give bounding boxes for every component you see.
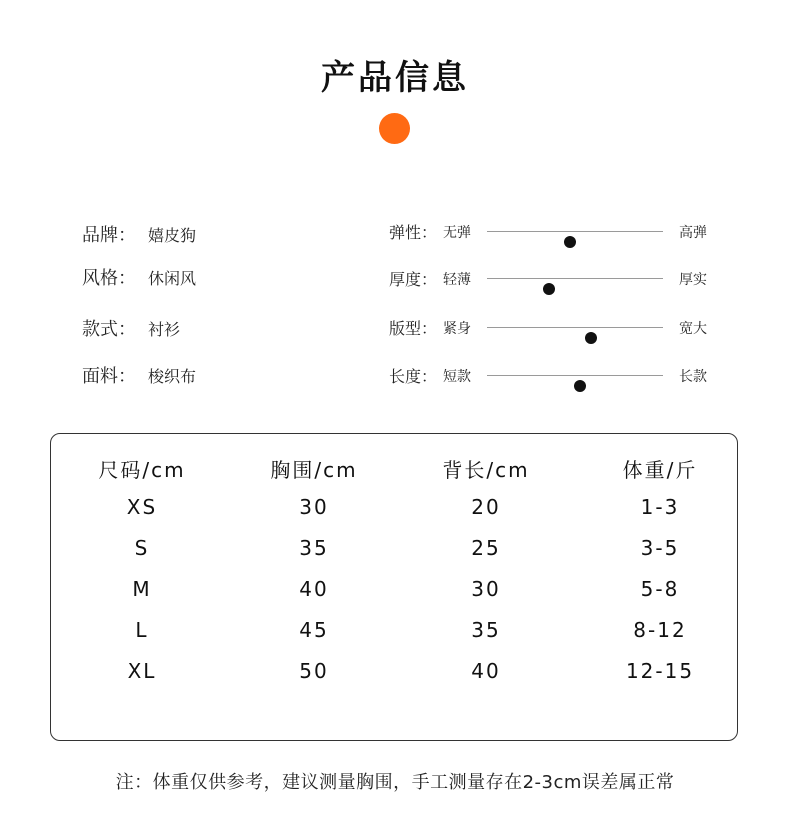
- table-row: [51, 495, 737, 525]
- table-cell: 8-12: [633, 618, 687, 642]
- scale-fit-low: 紧身: [443, 321, 471, 337]
- table-row: [51, 659, 737, 689]
- table-cell: L: [135, 618, 149, 642]
- scale-elasticity-label: 弹性：: [389, 223, 438, 242]
- scale-thickness-high: 厚实: [679, 272, 707, 288]
- scale-length-high: 长款: [679, 369, 707, 385]
- table-cell: 12-15: [625, 659, 695, 683]
- page-title: 产品信息: [321, 58, 469, 98]
- measurement-note: 注：体重仅供参考，建议测量胸围，手工测量存在2-3cm误差属正常: [115, 772, 675, 793]
- spec-type-key: 款式：: [82, 319, 136, 340]
- table-row: [51, 536, 737, 566]
- size-table: [50, 433, 738, 741]
- table-cell: 20: [471, 495, 501, 519]
- spec-style-value: 休闲风: [148, 269, 197, 288]
- scale-fit-knob: [585, 332, 597, 344]
- spec-style-key: 风格：: [82, 268, 136, 289]
- table-cell: 30: [299, 495, 329, 519]
- scale-elasticity-knob: [564, 236, 576, 248]
- scale-thickness-low: 轻薄: [443, 272, 471, 288]
- table-cell: 30: [471, 577, 501, 601]
- table-cell: 40: [299, 577, 329, 601]
- scale-thickness-track: [487, 278, 663, 279]
- spec-fabric-key: 面料：: [82, 366, 136, 387]
- scale-thickness-label: 厚度：: [389, 270, 438, 289]
- table-cell: M: [132, 577, 152, 601]
- scale-length-track: [487, 375, 663, 376]
- spec-type-value: 衬衫: [148, 320, 181, 339]
- header-size: 尺码/cm: [98, 458, 186, 482]
- table-cell: 3-5: [640, 536, 680, 560]
- header-chest: 胸围/cm: [270, 458, 358, 482]
- scale-elasticity: [389, 220, 719, 244]
- scale-elasticity-track: [487, 231, 663, 232]
- spec-brand-key: 品牌：: [82, 225, 136, 246]
- scale-length-label: 长度：: [389, 367, 438, 386]
- table-row: [51, 618, 737, 648]
- table-cell: 35: [299, 536, 329, 560]
- scale-fit-track: [487, 327, 663, 328]
- scale-elasticity-high: 高弹: [679, 225, 707, 241]
- scale-length-knob: [574, 380, 586, 392]
- scale-length: [389, 364, 719, 388]
- table-cell: 35: [471, 618, 501, 642]
- accent-dot: [379, 113, 410, 144]
- spec-fabric-value: 梭织布: [148, 367, 197, 386]
- table-cell: XS: [126, 495, 158, 519]
- table-cell: S: [134, 536, 150, 560]
- table-cell: 40: [471, 659, 501, 683]
- table-cell: XL: [127, 659, 157, 683]
- header-back-length: 背长/cm: [442, 458, 530, 482]
- scale-elasticity-low: 无弹: [443, 225, 471, 241]
- spec-brand: [82, 221, 197, 247]
- table-cell: 50: [299, 659, 329, 683]
- table-row: [51, 577, 737, 607]
- table-cell: 1-3: [640, 495, 680, 519]
- table-cell: 25: [471, 536, 501, 560]
- table-cell: 45: [299, 618, 329, 642]
- header-weight: 体重/斤: [622, 458, 698, 482]
- spec-fabric: [82, 362, 197, 388]
- spec-brand-value: 嬉皮狗: [148, 226, 197, 245]
- table-cell: 5-8: [640, 577, 680, 601]
- spec-type: [82, 315, 181, 341]
- scale-fit-high: 宽大: [679, 321, 707, 337]
- scale-thickness-knob: [543, 283, 555, 295]
- scale-length-low: 短款: [443, 369, 471, 385]
- scale-thickness: [389, 267, 719, 291]
- table-header-row: [51, 454, 737, 484]
- scale-fit: [389, 316, 719, 340]
- scale-fit-label: 版型：: [389, 319, 438, 338]
- spec-style: [82, 264, 197, 290]
